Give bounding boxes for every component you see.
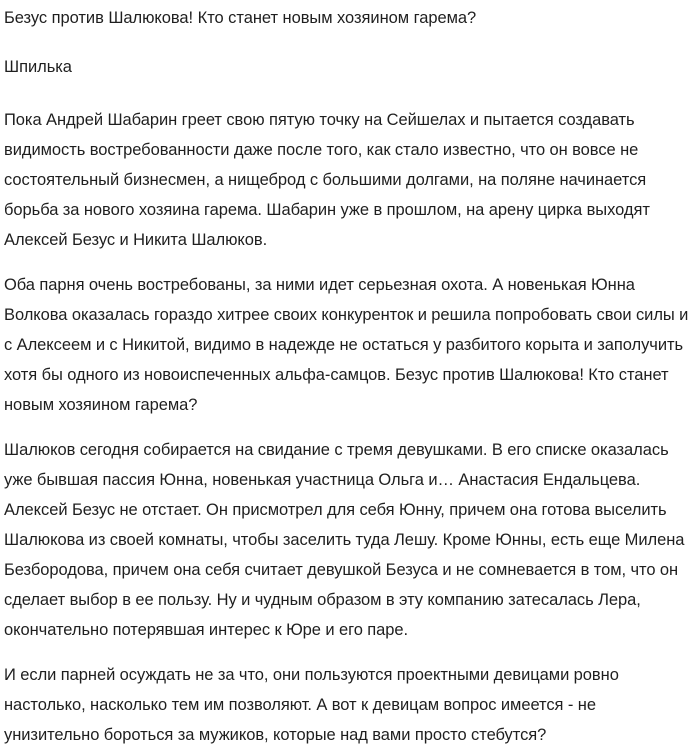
article-body — [4, 78, 693, 750]
article-paragraph: И если парней осуждать не за что, они пользуются проектными девицами ровно настолько, насколько тем им позволяют. А вот к девицам вопрос имеется - не унизительно бороться за мужиков, которые над вами просто стебутся? — [4, 666, 619, 744]
article-paragraph: Пока Андрей Шабарин греет свою пятую точку на Сейшелах и пытается создавать видимость востребованности даже после того, как стало известно, что он вовсе не состоятельный бизнесмен, а нищеброд с большими долгами, на поляне начинается борьба за нового хозяина гарема. Шабарин уже в прошлом, на арену цирка выходят Алексей Безус и Никита Шалюков. — [4, 111, 650, 249]
page-title: Безус против Шалюкова! Кто станет новым хозяином гарема? — [4, 9, 477, 27]
article-paragraph: Шалюков сегодня собирается на свидание с тремя девушками. В его списке оказалась уже бывшая пассия Юнна, новенькая участница Ольга и… Анастасия Ендальцева. Алексей Безус не отстает. Он присмотрел для себя Юнну, причем она готова выселить Шалюкова из своей комнаты, чтобы заселить туда Лешу. Кроме Юнны, есть еще Милена Безбородова, причем она себя считает девушкой Безуса и не сомневается в том, что он сделает выбор в ее пользу. Ну и чудным образом в эту компанию затесалась Лера, окончательно потерявшая интерес к Юре и его паре. — [4, 441, 685, 639]
article-byline: Шпилька — [4, 58, 72, 76]
article-paragraph: Оба парня очень востребованы, за ними идет серьезная охота. А новенькая Юнна Волкова оказалась гораздо хитрее своих конкуренток и решила попробовать свои силы и с Алексеем и с Никитой, видимо в надежде не остаться у разбитого корыта и заполучить хотя бы одного из новоиспеченных альфа-самцов. Безус против Шалюкова! Кто станет новым хозяином гарема? — [4, 276, 689, 414]
